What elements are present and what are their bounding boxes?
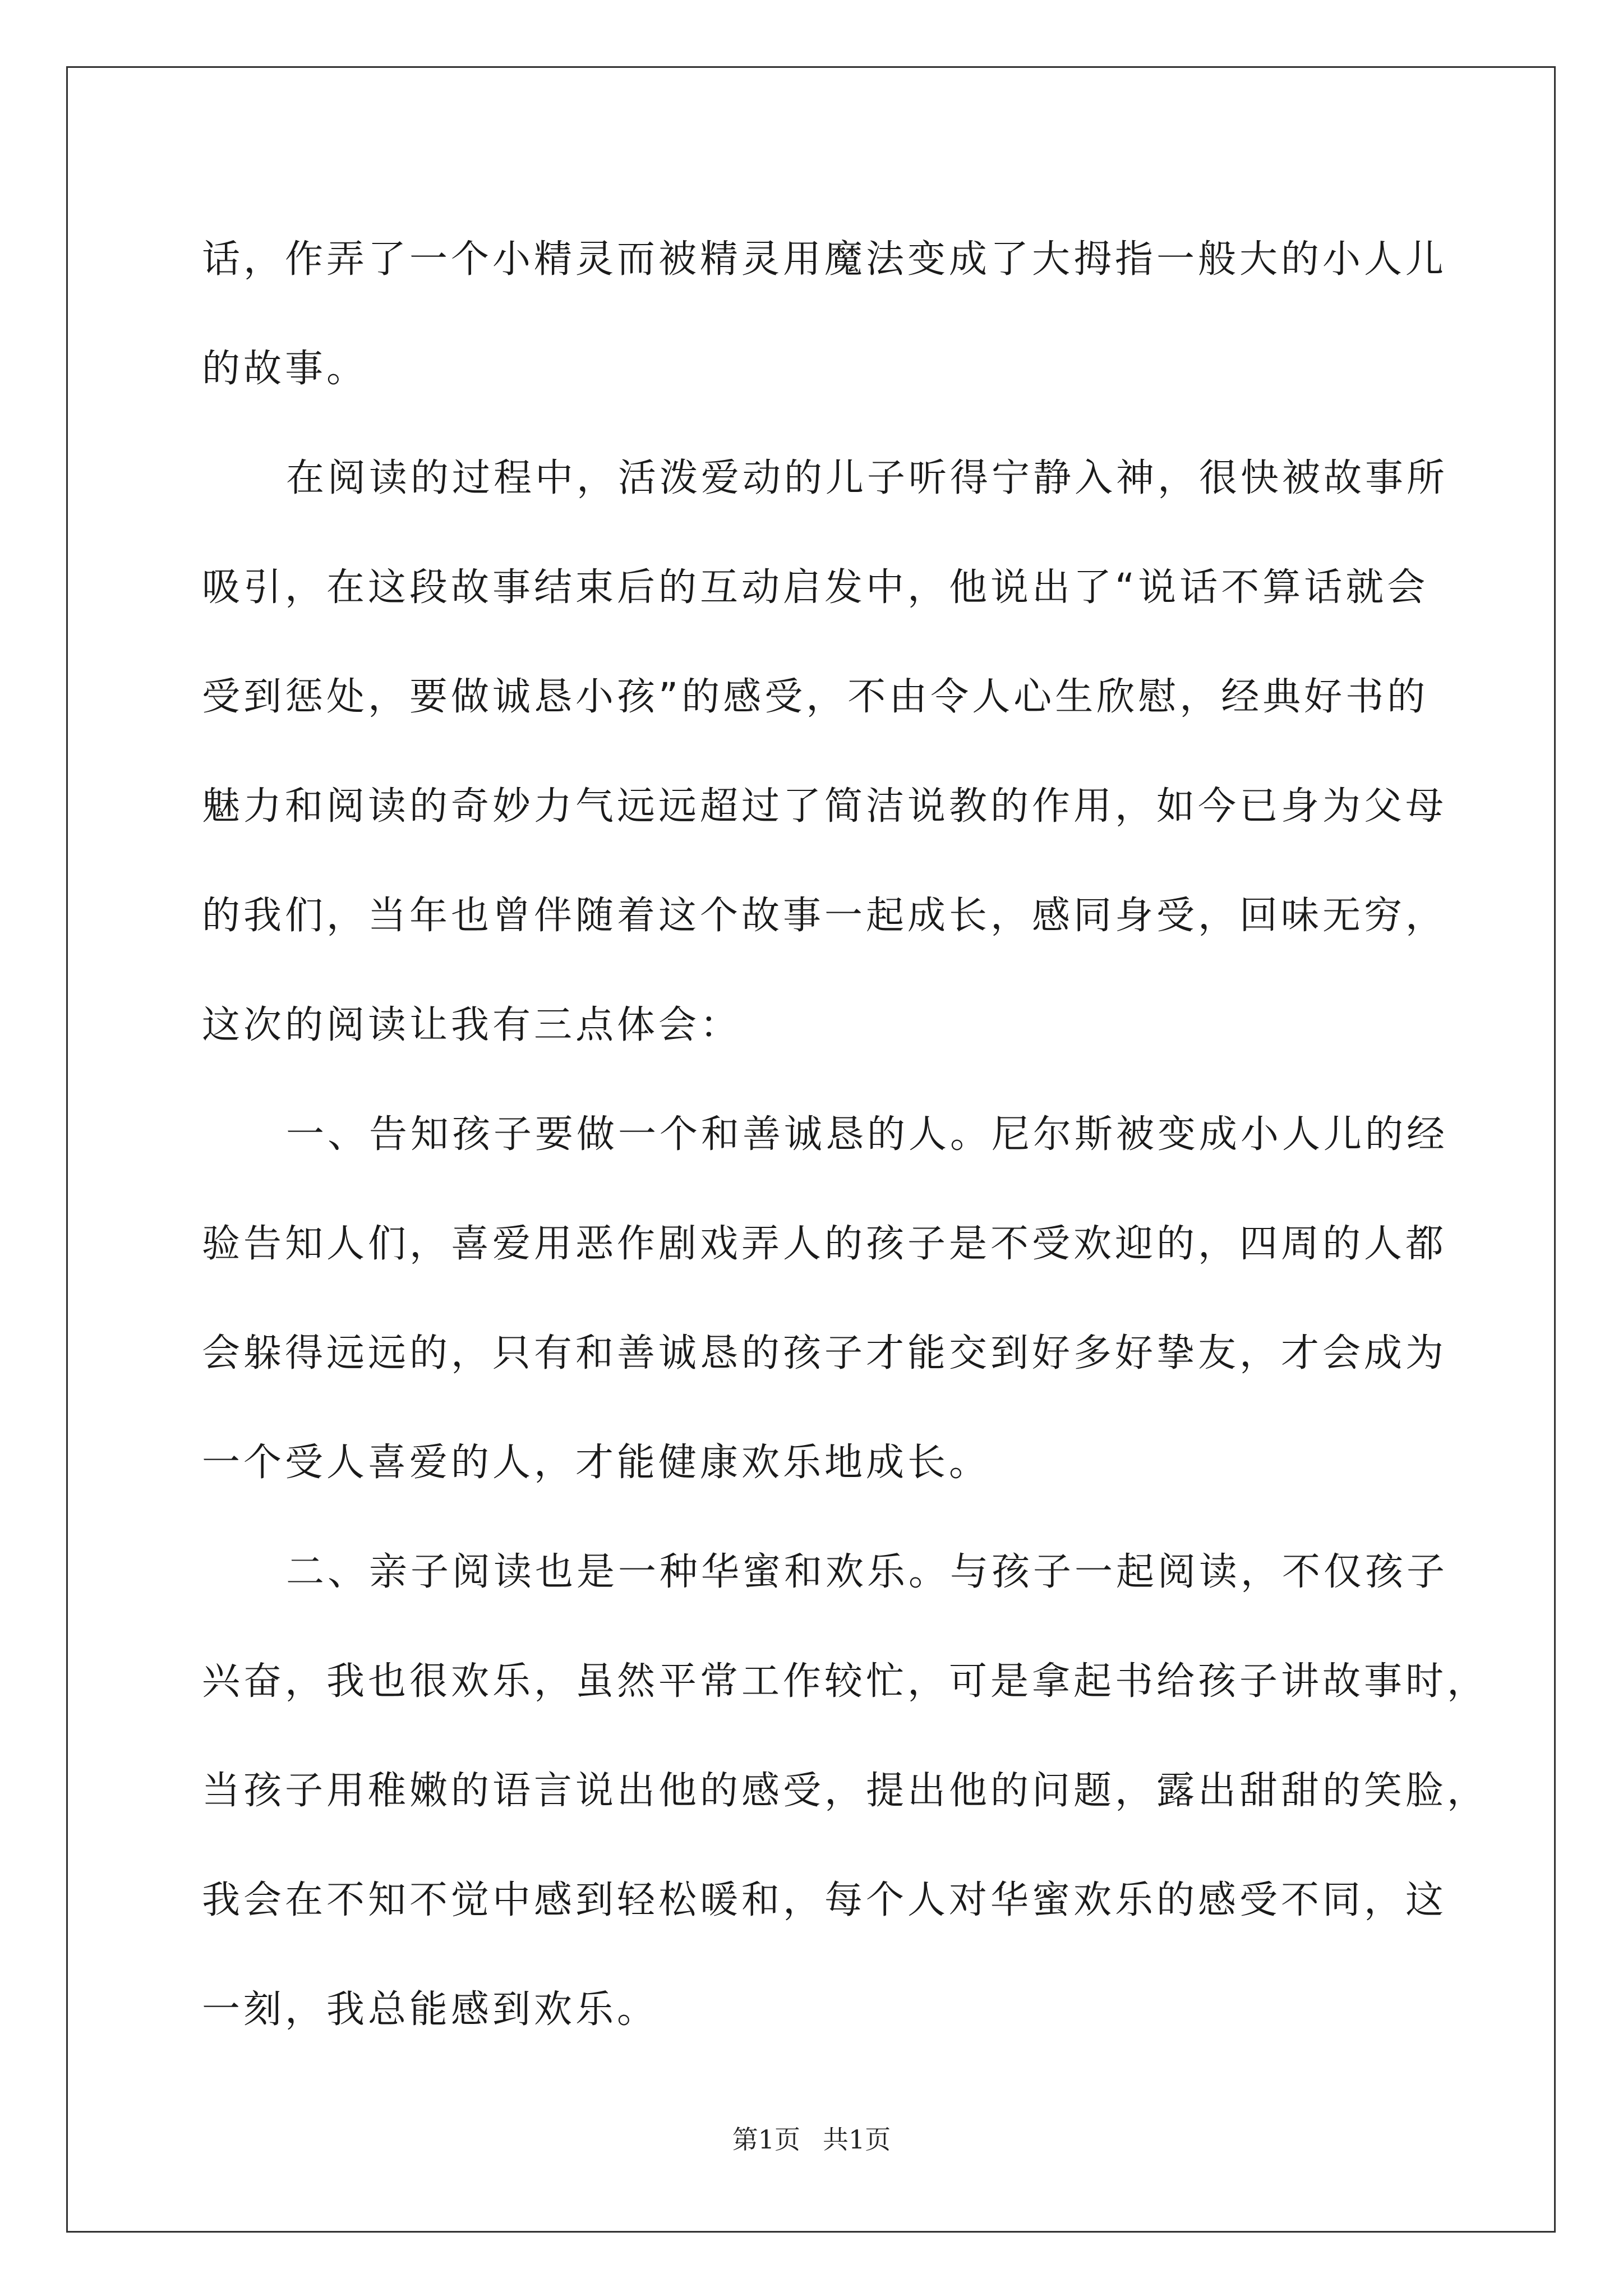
- page-number: 第1页: [732, 2124, 800, 2155]
- text-line: 的故事。: [202, 347, 368, 391]
- paragraph-start-line: 在阅读的过程中，活泼爱动的儿子听得宁静入神，很快被故事所: [286, 456, 1449, 500]
- text-line: 的我们，当年也曾伴随着这个故事一起成长，感同身受，回味无穷，: [202, 894, 1447, 938]
- text-line: 一个受人喜爱的人，才能健康欢乐地成长。: [202, 1441, 991, 1485]
- page-total: 共1页: [823, 2124, 891, 2155]
- text-line: 魅力和阅读的奇妙力气远远超过了简洁说教的作用，如今已身为父母: [202, 784, 1447, 829]
- document-body: [202, 205, 1489, 2064]
- text-line: 吸引，在这段故事结束后的互动启发中，他说出了“说话不算话就会: [202, 565, 1429, 610]
- paragraph-start-line: 二、亲子阅读也是一种华蜜和欢乐。与孩子一起阅读，不仅孩子: [286, 1550, 1449, 1594]
- text-line: 话，作弄了一个小精灵而被精灵用魔法变成了大拇指一般大的小人儿: [202, 237, 1447, 282]
- text-line: 受到惩处，要做诚恳小孩”的感受，不由令人心生欣慰，经典好书的: [202, 675, 1429, 719]
- text-line: 一刻，我总能感到欢乐。: [202, 1987, 659, 2032]
- text-line: 我会在不知不觉中感到轻松暖和，每个人对华蜜欢乐的感受不同，这: [202, 1878, 1447, 1922]
- text-line: 这次的阅读让我有三点体会：: [202, 1003, 742, 1047]
- page-footer: [0, 2119, 1623, 2156]
- text-line: 验告知人们，喜爱用恶作剧戏弄人的孩子是不受欢迎的，四周的人都: [202, 1222, 1447, 1266]
- text-line: 兴奋，我也很欢乐，虽然平常工作较忙，可是拿起书给孩子讲故事时，: [202, 1659, 1489, 1704]
- text-line: 当孩子用稚嫩的语言说出他的感受，提出他的问题，露出甜甜的笑脸，: [202, 1769, 1489, 1813]
- text-line: 会躲得远远的，只有和善诚恳的孩子才能交到好多好挚友，才会成为: [202, 1331, 1447, 1375]
- paragraph-start-line: 一、告知孩子要做一个和善诚恳的人。尼尔斯被变成小人儿的经: [286, 1112, 1449, 1157]
